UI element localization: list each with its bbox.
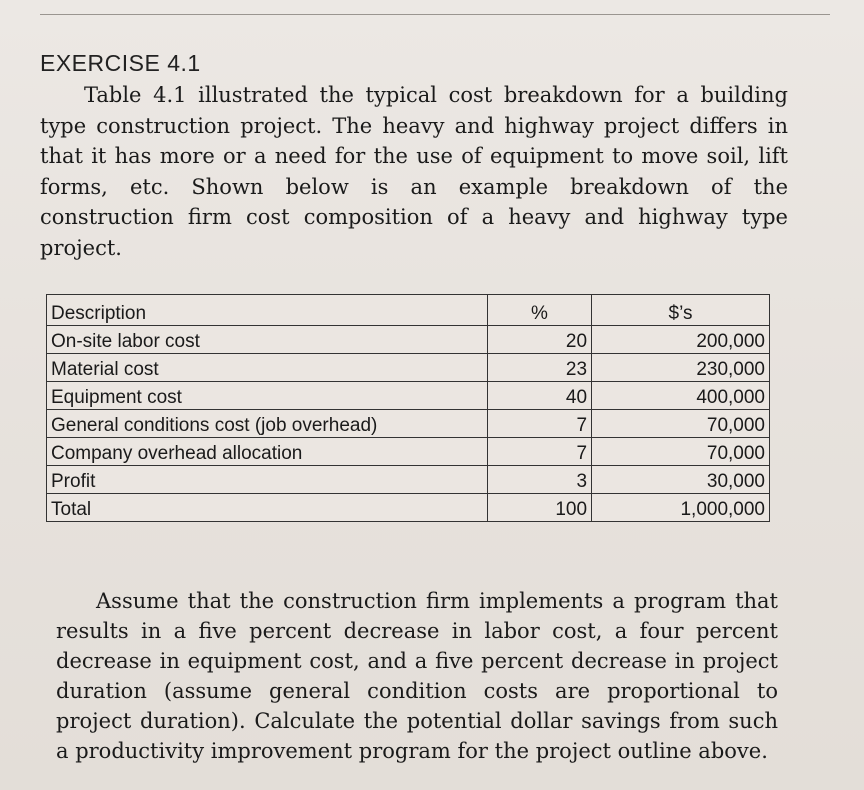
header-description: Description [47,295,488,326]
row-dollars: 70,000 [592,438,770,466]
table-row [47,326,770,354]
header-dollars: $’s [592,295,770,326]
table-row [47,438,770,466]
total-percent: 100 [487,494,591,522]
row-description: Company overhead allocation [47,438,488,466]
exercise-intro-paragraph: Table 4.1 illustrated the typical cost breakdown for a building type construction project. The heavy and highway project differs in that it has more or a need for the use of equipment to move soil, lift forms, etc. Shown below is an example breakdown of the construction firm cost composition of a heavy and highway type project. [40,83,788,260]
table-row [47,354,770,382]
row-description: General conditions cost (job overhead) [47,410,488,438]
row-dollars: 230,000 [592,354,770,382]
top-rule [40,14,830,15]
total-dollars: 1,000,000 [592,494,770,522]
cost-breakdown-table [46,294,770,522]
row-description: Equipment cost [47,382,488,410]
row-dollars: 200,000 [592,326,770,354]
row-description: Material cost [47,354,488,382]
table-row [47,382,770,410]
row-percent: 7 [487,438,591,466]
total-description: Total [47,494,488,522]
table-row [47,410,770,438]
row-percent: 40 [487,382,591,410]
row-dollars: 400,000 [592,382,770,410]
table-row [47,466,770,494]
exercise-question-paragraph: Assume that the construction firm implements a program that results in a five percent decrease in labor cost, a four percent decrease in equipment cost, and a five percent decrease in project duration (assume general condition costs are proportional to project duration). Calculate the potential dollar savings from such a productivity improvement program for the project outline above. [56,589,778,763]
row-dollars: 70,000 [592,410,770,438]
exercise-heading: EXERCISE 4.1 [40,50,201,76]
row-dollars: 30,000 [592,466,770,494]
table-header-row [47,295,770,326]
row-percent: 3 [487,466,591,494]
table-total-row [47,494,770,522]
row-percent: 23 [487,354,591,382]
row-description: On-site labor cost [47,326,488,354]
header-percent: % [487,295,591,326]
row-percent: 20 [487,326,591,354]
row-percent: 7 [487,410,591,438]
row-description: Profit [47,466,488,494]
